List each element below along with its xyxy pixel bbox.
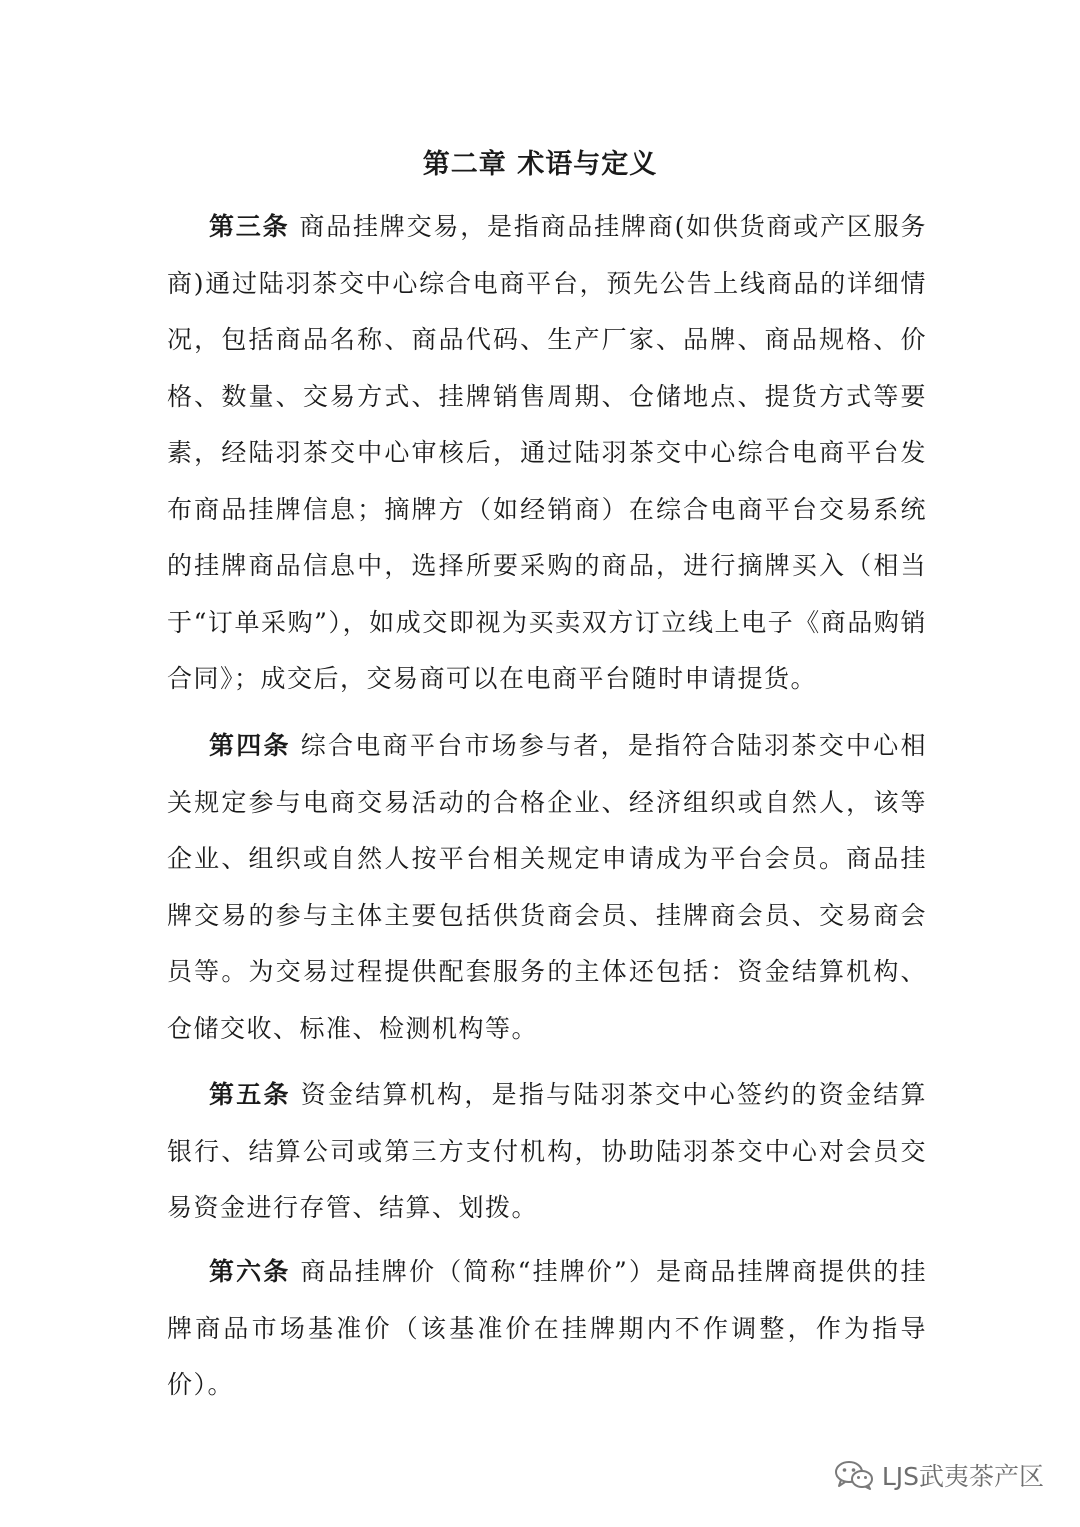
article-6	[167, 1244, 927, 1414]
article-4	[167, 718, 927, 1057]
article-label: 第三条	[209, 212, 290, 241]
chapter-title: 第二章 术语与定义	[422, 149, 658, 180]
article-5	[167, 1067, 927, 1237]
wechat-icon	[834, 1460, 874, 1490]
article-text: 资金结算机构，是指与陆羽茶交中心签约的资金结算银行、结算公司或第三方支付机构，协助陆羽茶交中心对会员交易资金进行存管、结算、划拨。	[167, 1080, 927, 1222]
watermark-text: LJS武夷茶产区	[881, 1462, 1044, 1491]
article-text: 综合电商平台市场参与者，是指符合陆羽茶交中心相关规定参与电商交易活动的合格企业、经济组织或自然人，该等企业、组织或自然人按平台相关规定申请成为平台会员。商品挂牌交易的参与主体主要包括供货商会员、挂牌商会员、交易商会员等。为交易过程提供配套服务的主体还包括：资金结算机构、仓储交收、标准、检测机构等。	[167, 731, 927, 1043]
wechat-watermark	[834, 1458, 1044, 1492]
article-text: 商品挂牌价（简称“挂牌价”）是商品挂牌商提供的挂牌商品市场基准价（该基准价在挂牌期内不作调整，作为指导价）。	[167, 1257, 927, 1399]
article-3	[167, 199, 927, 708]
article-label: 第四条	[209, 731, 291, 760]
article-label: 第六条	[209, 1257, 291, 1286]
article-text: 商品挂牌交易，是指商品挂牌商(如供货商或产区服务商)通过陆羽茶交中心综合电商平台，预先公告上线商品的详细情况，包括商品名称、商品代码、生产厂家、品牌、商品规格、价格、数量、交易方式、挂牌销售周期、仓储地点、提货方式等要素，经陆羽茶交中心审核后，通过陆羽茶交中心综合电商平台发布商品挂牌信息；摘牌方（如经销商）在综合电商平台交易系统的挂牌商品信息中，选择所要采购的商品，进行摘牌买入（相当于“订单采购”），如成交即视为买卖双方订立线上电子《商品购销合同》；成交后，交易商可以在电商平台随时申请提货。	[167, 212, 927, 693]
article-label: 第五条	[209, 1080, 291, 1109]
